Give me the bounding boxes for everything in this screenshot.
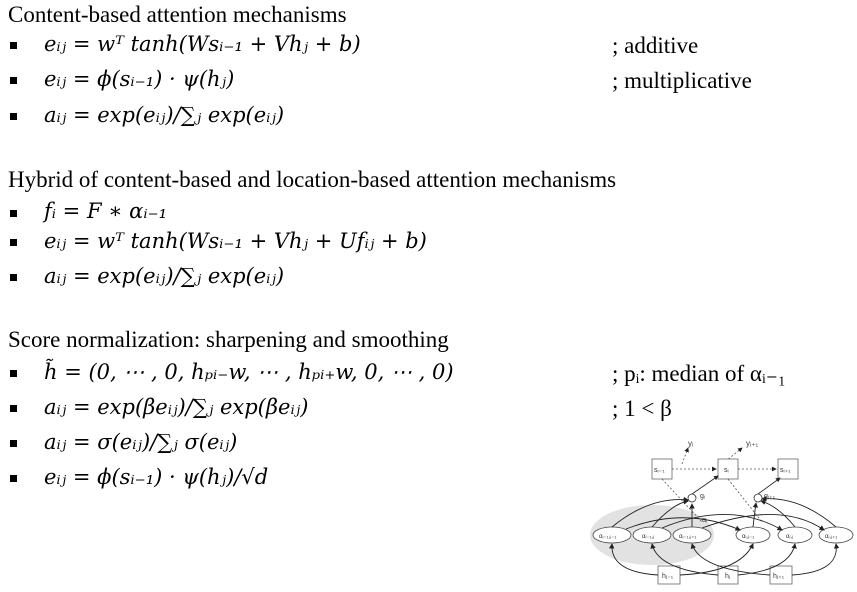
bullet-icon bbox=[10, 440, 17, 447]
input-label: hⱼ bbox=[725, 573, 731, 580]
alpha-node bbox=[778, 527, 812, 543]
glimpse-label: gᵢ bbox=[700, 493, 705, 500]
bullet-icon bbox=[10, 239, 17, 246]
state-label: sᵢ bbox=[724, 467, 729, 474]
equation-multiplicative: eᵢⱼ = ϕ(sᵢ₋₁) · ψ(hⱼ) bbox=[44, 67, 235, 91]
y-label: yᵢ₊₁ bbox=[746, 439, 759, 448]
glimpse-node bbox=[754, 494, 762, 502]
alpha-label: αᵢ,ⱼ bbox=[786, 534, 794, 540]
alpha-label: αᵢ₋₁,ⱼ₋₁ bbox=[599, 534, 617, 540]
equation-sharpening: aᵢⱼ = exp(βeᵢⱼ)/∑ⱼ exp(βeᵢⱼ) bbox=[44, 395, 309, 419]
attention-diagram bbox=[590, 434, 857, 592]
bullet-icon bbox=[10, 405, 17, 412]
equation-smoothing: aᵢⱼ = σ(eᵢⱼ)/∑ⱼ σ(eᵢⱼ) bbox=[44, 430, 238, 454]
input-label: hⱼ₋₁ bbox=[662, 573, 674, 580]
equation-location-features: fᵢ = F ∗ αᵢ₋₁ bbox=[44, 199, 168, 223]
equation-additive: eᵢⱼ = wᵀ tanh(Wsᵢ₋₁ + Vhⱼ + b) bbox=[44, 32, 361, 56]
note-multiplicative: ; multiplicative bbox=[612, 68, 752, 93]
alpha-group-label: αᵢ bbox=[702, 517, 708, 524]
bullet-icon bbox=[10, 77, 17, 84]
y-label: yᵢ bbox=[688, 439, 694, 448]
note-median: ; pᵢ: median of αᵢ₋₁ bbox=[612, 361, 786, 386]
bullet-icon bbox=[10, 113, 17, 120]
bullet-icon bbox=[10, 42, 17, 49]
equation-hybrid-score: eᵢⱼ = wᵀ tanh(Wsᵢ₋₁ + Vhⱼ + Ufᵢⱼ + b) bbox=[44, 229, 427, 253]
input-label: hⱼ₊₁ bbox=[773, 573, 785, 580]
note-beta: ; 1 < β bbox=[612, 396, 672, 421]
bullet-icon bbox=[10, 475, 17, 482]
equation-scaled: eᵢⱼ = ϕ(sᵢ₋₁) · ψ(hⱼ)/√d bbox=[44, 465, 269, 489]
section-heading-hybrid: Hybrid of content-based and location-based attention mechanisms bbox=[8, 167, 617, 192]
state-label: sᵢ₊₁ bbox=[780, 467, 791, 474]
glimpse-label: gᵢ₊₁ bbox=[764, 493, 776, 500]
alpha-label: αᵢ₋₁,ⱼ bbox=[642, 534, 655, 540]
alpha-label: αᵢ,ⱼ₊₁ bbox=[825, 534, 838, 540]
note-additive: ; additive bbox=[612, 33, 699, 58]
section-heading-content-based: Content-based attention mechanisms bbox=[8, 2, 347, 27]
bullet-icon bbox=[10, 210, 17, 217]
alpha-label: αᵢ,ⱼ₋₁ bbox=[742, 534, 755, 540]
bullet-icon bbox=[10, 274, 17, 281]
equation-window: h̃ = (0, ⋯ , 0, hₚᵢ₋w, ⋯ , hₚᵢ₊w, 0, ⋯ , 0) bbox=[44, 360, 454, 384]
alpha-label: αᵢ₋₁,ⱼ₊₁ bbox=[679, 534, 697, 540]
state-label: sᵢ₋₁ bbox=[654, 467, 665, 474]
equation-softmax: aᵢⱼ = exp(eᵢⱼ)/∑ⱼ exp(eᵢⱼ) bbox=[44, 103, 285, 127]
equation-hybrid-softmax: aᵢⱼ = exp(eᵢⱼ)/∑ⱼ exp(eᵢⱼ) bbox=[44, 264, 285, 288]
glimpse-node bbox=[688, 494, 696, 502]
bullet-icon bbox=[10, 370, 17, 377]
section-heading-normalization: Score normalization: sharpening and smoothing bbox=[8, 327, 449, 352]
